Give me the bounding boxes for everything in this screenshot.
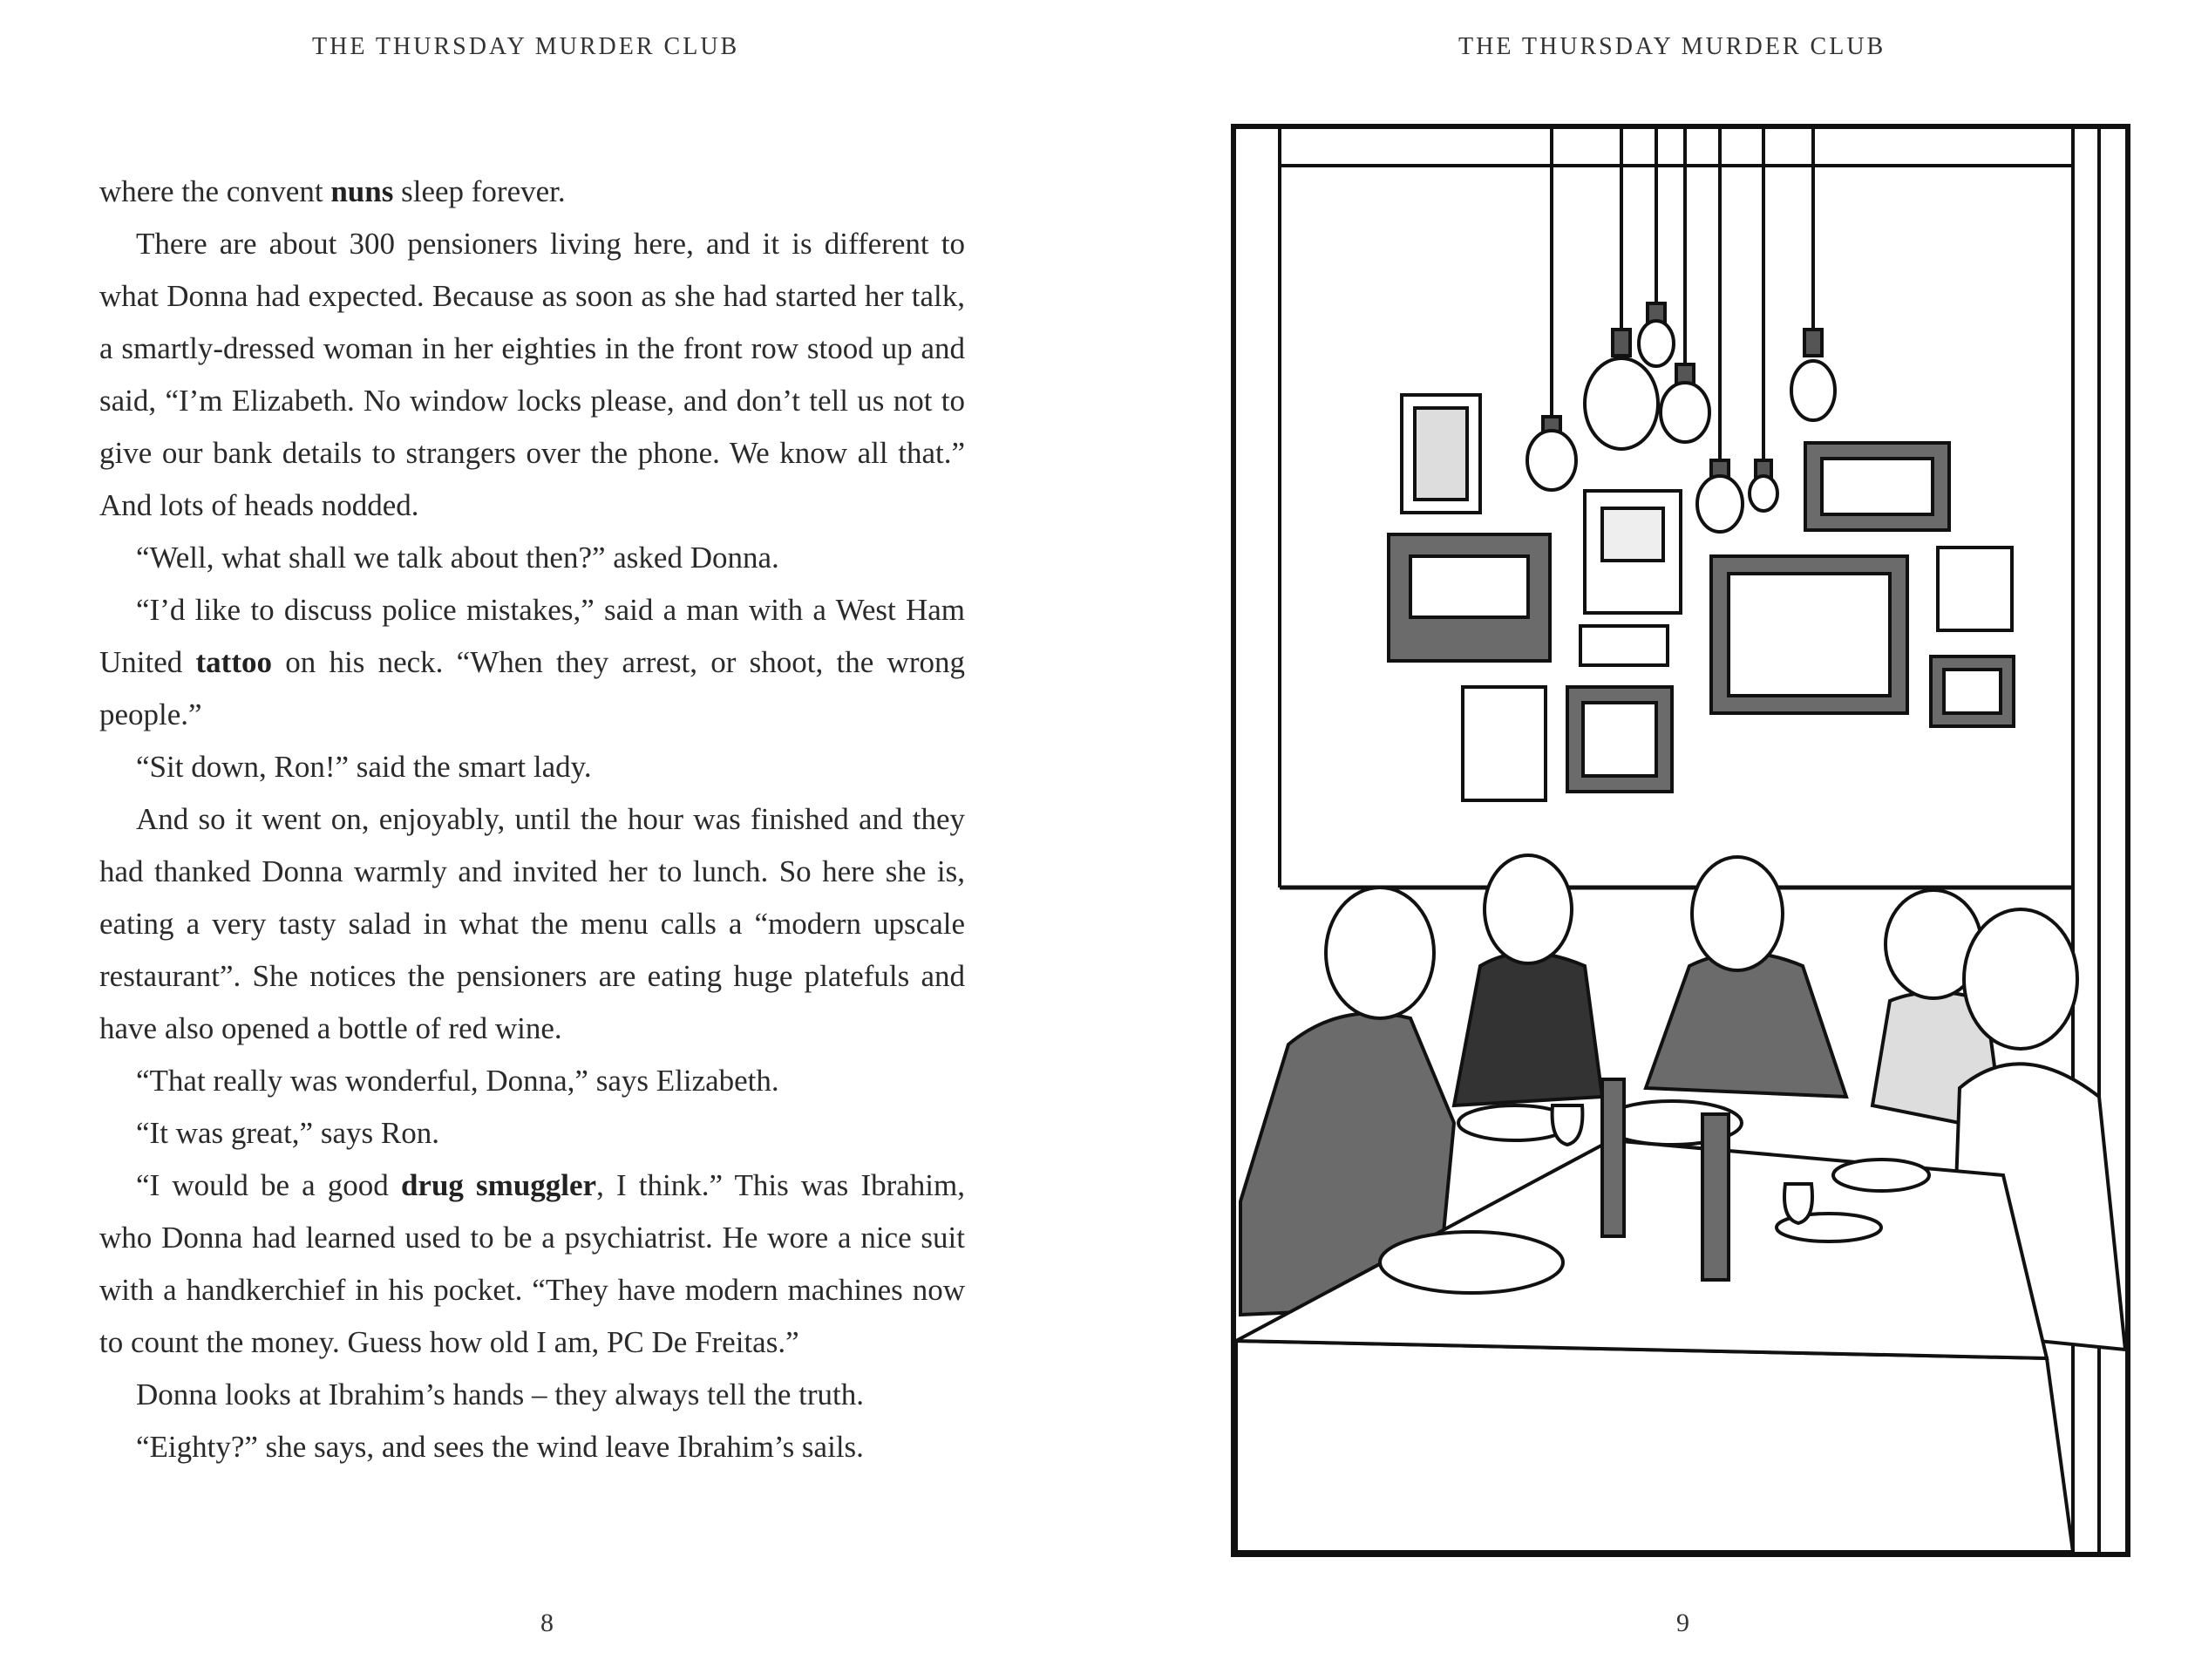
paragraph-10: Donna looks at Ibrahim’s hands – they always tell the truth. (136, 1377, 864, 1411)
glossary-word-tattoo: tattoo (195, 645, 272, 679)
paragraph-4: “I’d like to discuss police mistakes,” said a man with a West Ham United tattoo on his neck. “When they arrest, or shoot, the wrong people.” (99, 593, 965, 731)
right-page (1094, 0, 2188, 1680)
illustration-drawing (1236, 129, 2125, 1552)
running-head: THE THURSDAY MURDER CLUB (312, 33, 740, 60)
running-head: THE THURSDAY MURDER CLUB (1458, 33, 1886, 60)
paragraph-6: And so it went on, enjoyably, until the hour was finished and they had thanked Donna warmly and invited her to lunch. So here she is, eating a very tasty salad in what the menu calls a “modern upscale restaurant”. She notices the pensioners are eating huge platefuls and have also opened a bottle of red wine. (99, 802, 965, 1045)
glossary-word-drug-smuggler: drug smuggler (400, 1168, 597, 1202)
paragraph-9: “I would be a good drug smuggler, I think.” This was Ibrahim, who Donna had learned used to be a psychiatrist. He wore a nice suit with a handkerchief in his pocket. “They have modern machines now to count the money. Guess how old I am, PC De Freitas.” (99, 1168, 965, 1359)
paragraph-7: “That really was wonderful, Donna,” says Elizabeth. (136, 1064, 779, 1098)
paragraph-5: “Sit down, Ron!” said the smart lady. (136, 750, 592, 784)
paragraph-8: “It was great,” says Ron. (136, 1116, 439, 1150)
paragraph-2: There are about 300 pensioners living here, and it is different to what Donna had expected. Because as soon as she had started her talk, a smartly-dressed woman in her eighties in the front row stood up and said, “I’m Elizabeth. No window locks please, and don’t tell us not to give our bank details to strangers over the phone. We know all that.” And lots of heads nodded. (99, 227, 965, 522)
paragraph-1: where the convent nuns sleep forever. (99, 174, 566, 208)
page-number: 8 (540, 1609, 554, 1637)
body-text (99, 166, 965, 1473)
paragraph-11: “Eighty?” she says, and sees the wind leave Ibrahim’s sails. (136, 1430, 864, 1464)
glossary-word-nuns: nuns (330, 174, 394, 208)
paragraph-3: “Well, what shall we talk about then?” asked Donna. (136, 541, 779, 575)
page-number: 9 (1676, 1609, 1689, 1637)
restaurant-illustration (1231, 124, 2130, 1557)
